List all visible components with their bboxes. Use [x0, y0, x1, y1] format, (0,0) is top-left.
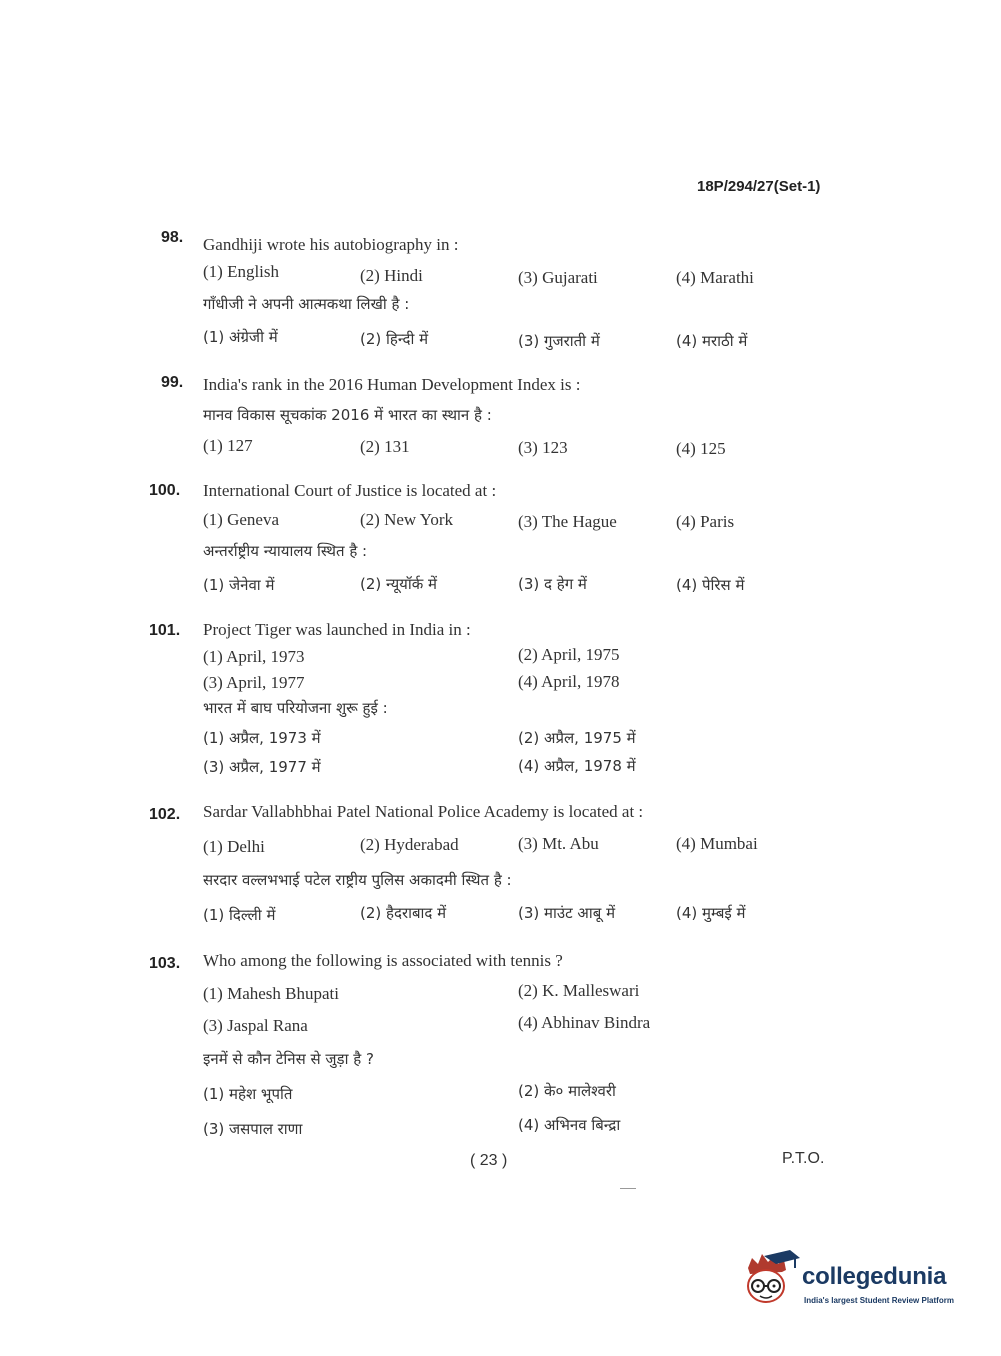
page-number: ( 23 ) [470, 1152, 508, 1169]
option-en: (1) Delhi [203, 837, 265, 856]
question-number: 99. [161, 374, 184, 391]
option-en: (2) New York [360, 510, 454, 529]
logo-tagline: India's largest Student Review Platform [804, 1296, 954, 1305]
question-text-hi: अन्तर्राष्ट्रीय न्यायालय स्थित है : [203, 542, 368, 560]
question-text-en: Who among the following is associated with tennis ? [203, 951, 563, 970]
paper-code: 18P/294/27(Set-1) [697, 178, 821, 195]
option-hi: (4) पेरिस में [676, 576, 745, 594]
option-en: (4) Mumbai [676, 834, 758, 853]
option-en: (1) Geneva [203, 510, 279, 529]
option-hi: (3) द हेग में [518, 575, 587, 593]
divider [620, 1188, 636, 1189]
question-text-en: India's rank in the 2016 Human Development Index is : [203, 375, 581, 394]
option-hi: (1) अप्रैल, 1973 में [203, 729, 321, 747]
question-number: 101. [149, 622, 181, 639]
option-hi: (1) अंग्रेजी में [203, 328, 278, 346]
option: (1) 127 [203, 436, 253, 455]
question-number: 98. [161, 229, 184, 246]
option: (3) 123 [518, 438, 568, 457]
option-hi: (2) हिन्दी में [360, 330, 429, 348]
option-en: (2) Hyderabad [360, 835, 459, 854]
question-text-en: Gandhiji wrote his autobiography in : [203, 235, 459, 254]
option-hi: (4) अप्रैल, 1978 में [518, 757, 636, 775]
option-en: (3) April, 1977 [203, 673, 305, 692]
option-en: (3) Gujarati [518, 268, 598, 287]
option-en: (3) Jaspal Rana [203, 1016, 308, 1035]
option-hi: (3) अप्रैल, 1977 में [203, 758, 321, 776]
option-hi: (2) अप्रैल, 1975 में [518, 729, 636, 747]
option: (4) 125 [676, 439, 726, 458]
option-en: (2) Hindi [360, 266, 423, 285]
option-en: (3) The Hague [518, 512, 617, 531]
question-text-hi: मानव विकास सूचकांक 2016 में भारत का स्थान है : [203, 406, 492, 424]
question-text-hi: भारत में बाघ परियोजना शुरू हुई : [203, 699, 388, 717]
question-text-hi: गाँधीजी ने अपनी आत्मकथा लिखी है : [203, 295, 410, 313]
option-en: (4) Marathi [676, 268, 754, 287]
logo-wordmark: collegedunia [802, 1263, 947, 1290]
question-text-en: Sardar Vallabhbhai Patel National Police Academy is located at : [203, 802, 644, 821]
question-text-hi: सरदार वल्लभभाई पटेल राष्ट्रीय पुलिस अकादमी स्थित है : [203, 871, 512, 889]
option-hi: (4) मराठी में [676, 332, 748, 350]
option-hi: (2) के० मालेश्वरी [518, 1082, 616, 1100]
option: (2) 131 [360, 437, 410, 456]
question-text-en: Project Tiger was launched in India in : [203, 620, 471, 639]
question-text-en: International Court of Justice is located at : [203, 481, 497, 500]
option-hi: (3) माउंट आबू में [518, 904, 616, 922]
question-number: 100. [149, 482, 181, 499]
option-en: (4) Abhinav Bindra [518, 1013, 651, 1032]
option-hi: (1) दिल्ली में [203, 906, 276, 924]
mascot-icon [742, 1250, 802, 1314]
option-hi: (2) न्यूयॉर्क में [360, 575, 437, 593]
option-hi: (4) मुम्बई में [676, 904, 746, 922]
option-en: (4) Paris [676, 512, 735, 531]
option-hi: (1) महेश भूपति [203, 1085, 293, 1103]
option-en: (2) April, 1975 [518, 645, 620, 664]
option-en: (1) April, 1973 [203, 647, 305, 666]
question-number: 103. [149, 955, 181, 972]
option-en: (3) Mt. Abu [518, 834, 599, 853]
question-number: 102. [149, 806, 181, 823]
option-hi: (2) हैदराबाद में [360, 904, 447, 922]
option-en: (4) April, 1978 [518, 672, 620, 691]
option-hi: (3) गुजराती में [518, 332, 600, 350]
option-hi: (1) जेनेवा में [203, 576, 275, 594]
question-text-hi: इनमें से कौन टेनिस से जुड़ा है ? [203, 1050, 374, 1068]
option-en: (2) K. Malleswari [518, 981, 640, 1000]
option-en: (1) English [203, 262, 280, 281]
pto-label: P.T.O. [782, 1150, 825, 1167]
option-hi: (3) जसपाल राणा [203, 1120, 303, 1138]
option-en: (1) Mahesh Bhupati [203, 984, 339, 1003]
option-hi: (4) अभिनव बिन्द्रा [518, 1116, 621, 1134]
